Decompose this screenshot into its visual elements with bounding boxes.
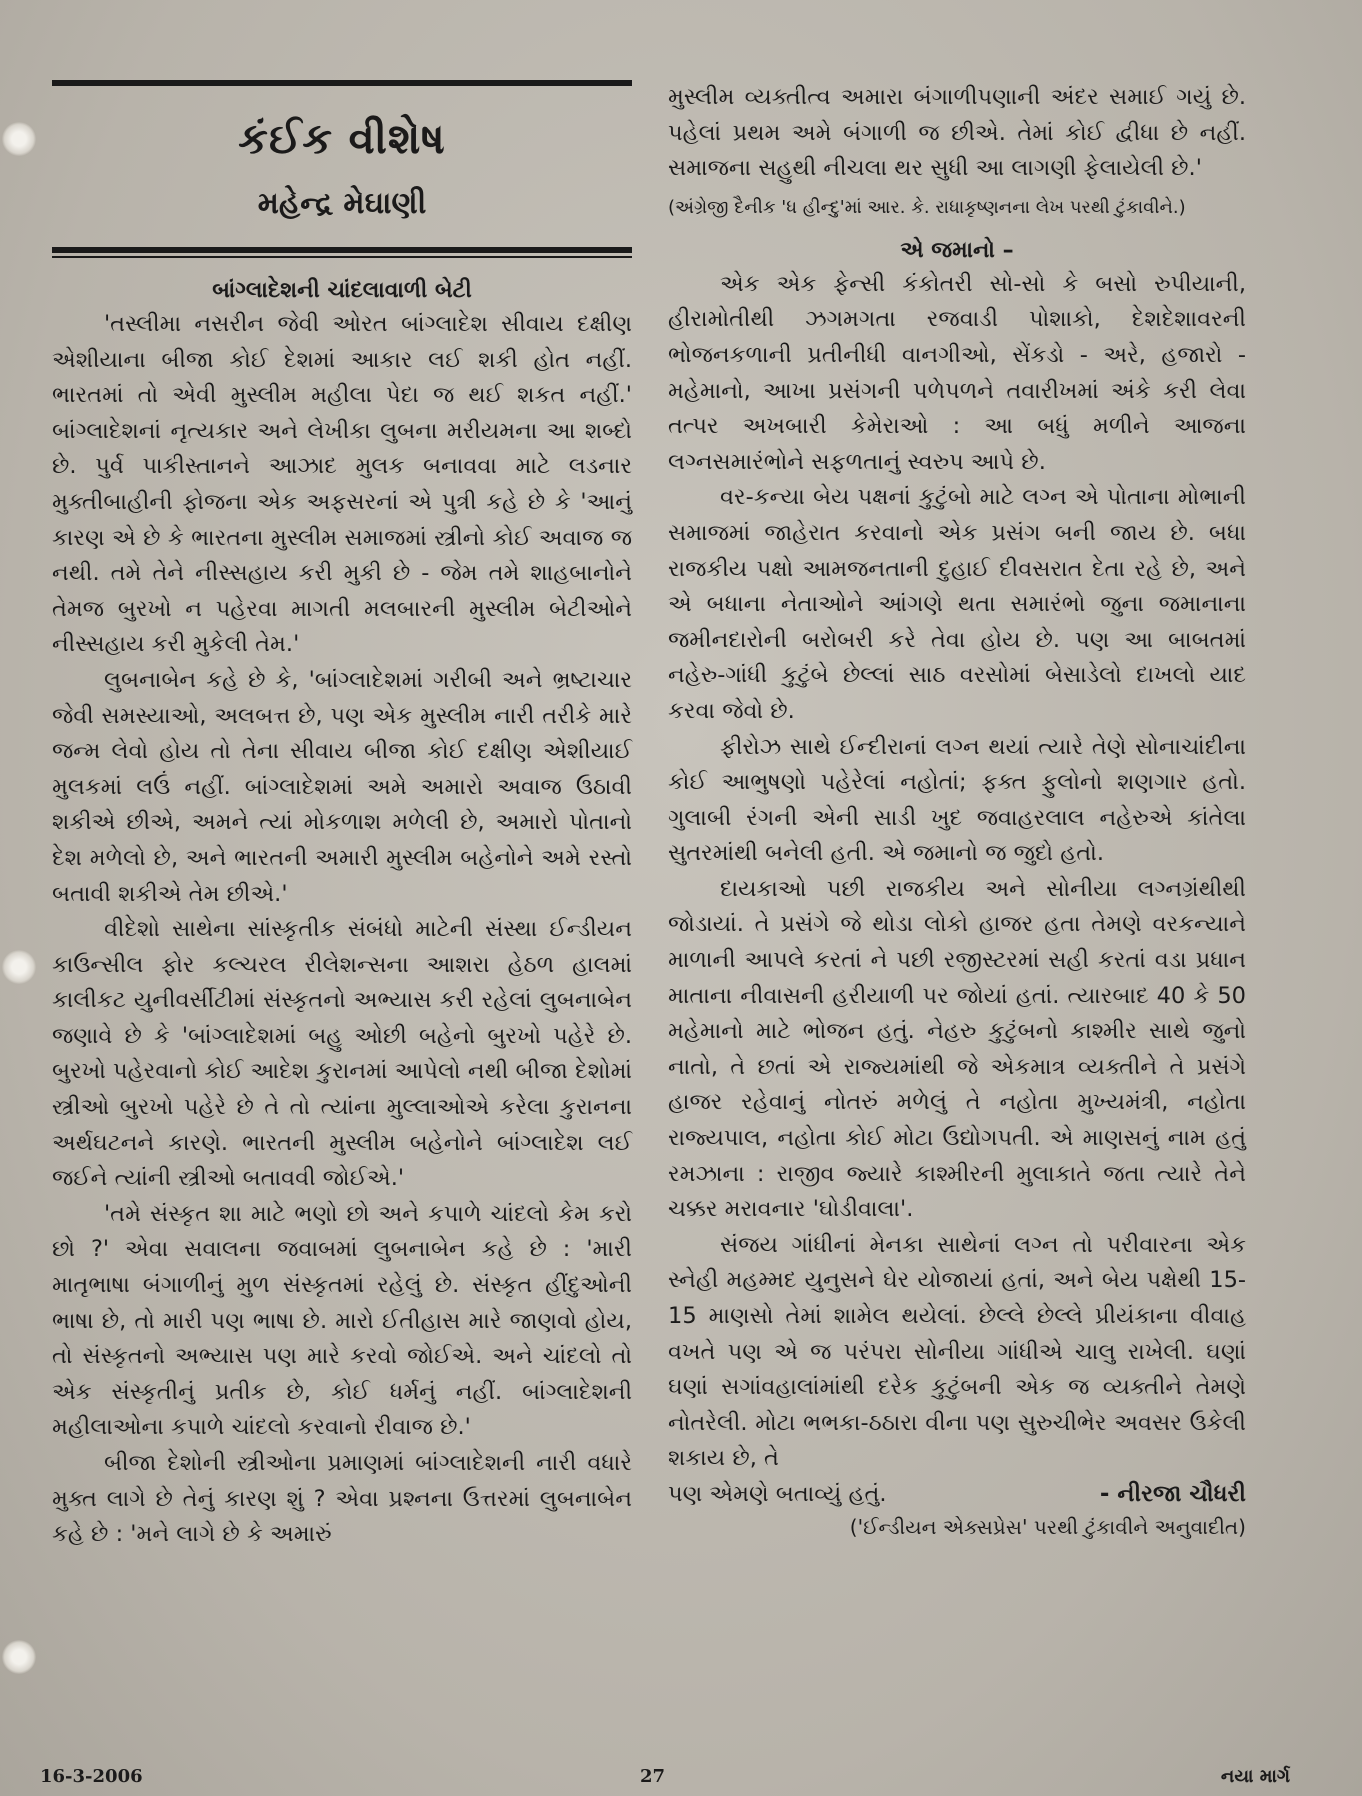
- top-rule: [52, 80, 632, 86]
- punch-hole: [2, 122, 36, 156]
- magazine-name: નયા માર્ગ: [1220, 1766, 1290, 1787]
- title-rule: [52, 247, 632, 258]
- article-paragraph: ફીરોઝ સાથે ઈન્દીરાનાં લગ્ન થયાં ત્યારે તેણે સોનાચાંદીના કોઈ આભુષણો પહેરેલાં નહોતાં; ફક્ત ફુલોનો શણગાર હતો. ગુલાબી રંગની એની સાડી ખુદ જવાહરલાલ નહેરુએ કાંતેલા સુતરમાંથી બનેલી હતી. એ જમાનો જ જુદો હતો.: [668, 733, 1246, 867]
- right-column: [668, 80, 1246, 1541]
- page-footer: [40, 1766, 1290, 1788]
- article-source: (અંગ્રેજી દૈનીક 'ધ હીન્દુ'માં આર. કે. રાધાકૃષ્ણનના લેખ પરથી ટુંકાવીને.): [668, 196, 1186, 218]
- article-paragraph: 'તસ્લીમા નસરીન જેવી ઓરત બાંગ્લાદેશ સીવાય દક્ષીણ એશીયાના બીજા કોઈ દેશમાં આકાર લઈ શકી હોત નહીં. ભારતમાં તો એવી મુસ્લીમ મહીલા પેદા જ થઈ શકત નહીં.' બાંગ્લાદેશનાં નૃત્યકાર અને લેખીકા લુબના મરીયમના આ શબ્દો છે. પુર્વ પાકીસ્તાનને આઝાદ મુલક બનાવવા માટે લડનાર મુક્તીબાહીની ફોજના એક અફસરનાં એ પુત્રી કહે છે કે 'આનું કારણ એ છે કે ભારતના મુસ્લીમ સમાજમાં સ્ત્રીનો કોઈ અવાજ જ નથી. તમે તેને નીસ્સહાય કરી મુકી છે - જેમ તમે શાહબાનોને તેમજ બુરખો ન પહેરવા માગતી મલબારની મુસ્લીમ બેટીઓને નીસ્સહાય કરી મુકેલી તેમ.': [52, 311, 632, 658]
- article-paragraph: વીદેશો સાથેના સાંસ્કૃતીક સંબંધો માટેની સંસ્થા ઈન્ડીયન કાઉન્સીલ ફોર કલ્ચરલ રીલેશન્સના આશરા હેઠળ હાલમાં કાલીકટ યુનીવર્સીટીમાં સંસ્કૃતનો અભ્યાસ કરી રહેલાં લુબનાબેન જણાવે છે કે 'બાંગ્લાદેશમાં બહુ ઓછી બહેનો બુરખો પહેરે છે. બુરખો પહેરવાનો કોઈ આદેશ કુરાનમાં આપેલો નથી બીજા દેશોમાં સ્ત્રીઓ બુરખો પહેરે છે તે તો ત્યાંના મુલ્લાઓએ કરેલા કુરાનના અર્થઘટનને કારણે. ભારતની મુસ્લીમ બહેનોને બાંગ્લાદેશ લઈ જઈને ત્યાંની સ્ત્રીઓ બતાવવી જોઈએ.': [52, 916, 632, 1192]
- article-credit: ('ઈન્ડીયન એક્સપ્રેસ' પરથી ટુંકાવીને અનુવાદીત): [849, 1514, 1246, 1539]
- article-paragraph: 'તમે સંસ્કૃત શા માટે ભણો છો અને કપાળે ચાંદલો કેમ કરો છો ?' એવા સવાલના જવાબમાં લુબનાબેન કહે છે : 'મારી માતૃભાષા બંગાળીનું મુળ સંસ્કૃતમાં રહેલું છે. સંસ્કૃત હીંદુઓની ભાષા છે, તો મારી પણ ભાષા છે. મારો ઈતીહાસ મારે જાણવો હોય, તો સંસ્કૃતનો અભ્યાસ પણ મારે કરવો જોઈએ. અને ચાંદલો તો એક સંસ્કૃતીનું પ્રતીક છે, કોઈ ધર્મનું નહીં. બાંગ્લાદેશની મહીલાઓના કપાળે ચાંદલો કરવાનો રીવાજ છે.': [52, 1200, 632, 1441]
- article-heading: એ જમાનો –: [900, 237, 1014, 263]
- column-author: મહેન્દ્ર મેઘાણી: [257, 186, 427, 221]
- article-paragraph: વર-કન્યા બેય પક્ષનાં કુટુંબો માટે લગ્ન એ પોતાના મોભાની સમાજમાં જાહેરાત કરવાનો એક પ્રસંગ બની જાય છે. બધા રાજકીય પક્ષો આમજનતાની દુહાઈ દીવસરાત દેતા રહે છે, અને એ બધાના નેતાઓને આંગણે થતા સમારંભો જુના જમાનાના જમીનદારોની બરોબરી કરે તેવા હોય છે. પણ આ બાબતમાં નહેરુ-ગાંધી કુટુંબે છેલ્લાં સાઠ વરસોમાં બેસાડેલો દાખલો યાદ કરવા જેવો છે.: [668, 484, 1246, 724]
- article-paragraph: સંજય ગાંધીનાં મેનકા સાથેનાં લગ્ન તો પરીવારના એક સ્નેહી મહમ્મદ યુનુસને ઘેર યોજાયાં હતાં, અને બેય પક્ષેથી 15-15 માણસો તેમાં શામેલ થયેલાં. છેલ્લે છેલ્લે પ્રીયંકાના વીવાહ વખતે પણ એ જ પરંપરા સોનીયા ગાંધીએ ચાલુ રાખેલી. ઘણાં ઘણાં સગાંવહાલાંમાંથી દરેક કુટુંબની એક જ વ્યક્તીને તેમણે નોતરેલી. મોટા ભભકા-ઠઠારા વીના પણ સુરુચીભેર અવસર ઉકેલી શકાય છે, તે: [668, 1231, 1246, 1472]
- article-paragraph: દાયકાઓ પછી રાજકીય અને સોનીયા લગ્નગ્રંથીથી જોડાયાં. તે પ્રસંગે જે થોડા લોકો હાજર હતા તેમણે વરકન્યાને માળાની આપલે કરતાં ને પછી રજીસ્ટરમાં સહી કરતાં વડા પ્રધાન માતાના નીવાસની હરીયાળી પર જોયાં હતાં. ત્યારબાદ 40 કે 50 મહેમાનો માટે ભોજન હતું. નેહરુ કુટુંબનો કાશ્મીર સાથે જુનો નાતો, તે છતાં એ રાજ્યમાંથી જે એકમાત્ર વ્યક્તીને તે પ્રસંગે હાજર રહેવાનું નોતરું મળેલું તે નહોતા મુખ્યમંત્રી, નહોતા રાજ્યપાલ, નહોતા કોઈ મોટા ઉદ્યોગપતી. એ માણસનું નામ હતું રમઝાના : રાજીવ જ્યારે કાશ્મીરની મુલાકાતે જતા ત્યારે તેને ચક્કર મરાવનાર 'ઘોડીવાલા'.: [668, 875, 1246, 1223]
- punch-hole: [2, 950, 36, 984]
- last-line: પણ એમણે બતાવ્યું હતું.: [668, 1480, 887, 1507]
- article-paragraph: એક એક ફેન્સી કંકોતરી સો-સો કે બસો રુપીયાની, હીરામોતીથી ઝગમગતા રજવાડી પોશાકો, દેશદેશાવરની ભોજનકળાની પ્રતીનીધી વાનગીઓ, સેંકડો - અરે, હજારો - મહેમાનો, આખા પ્રસંગની પળેપળને તવારીખમાં અંકે કરી લેવા તત્પર અખબારી કેમેરાઓ : આ બધું મળીને આજના લગ્નસમારંભોને સફળતાનું સ્વરુપ આપે છે.: [668, 270, 1246, 475]
- article-signature: - નીરજા ચૌધરી: [1099, 1480, 1246, 1507]
- punch-hole: [2, 1640, 36, 1674]
- article-continuation: મુસ્લીમ વ્યક્તીત્વ અમારા બંગાળીપણાની અંદર સમાઈ ગયું છે. પહેલાં પ્રથમ અમે બંગાળી જ છીએ. તેમાં કોઈ દ્વીધા છે નહીં. સમાજના સહુથી નીચલા થર સુધી આ લાગણી ફેલાયેલી છે.': [668, 84, 1246, 182]
- article-paragraph: લુબનાબેન કહે છે કે, 'બાંગ્લાદેશમાં ગરીબી અને ભ્રષ્ટાચાર જેવી સમસ્યાઓ, અલબત્ત છે, પણ એક મુસ્લીમ નારી તરીકે મારે જન્મ લેવો હોય તો તેના સીવાય બીજા કોઈ દક્ષીણ એશીયાઈ મુલકમાં લઉં નહીં. બાંગ્લાદેશમાં અમે અમારો અવાજ ઉઠાવી શકીએ છીએ, અમને ત્યાં મોકળાશ મળેલી છે, અમારો પોતાનો દેશ મળેલો છે, અને ભારતની અમારી મુસ્લીમ બહેનોને અમે રસ્તો બતાવી શકીએ તેમ છીએ.': [52, 666, 632, 907]
- article-heading: બાંગ્લાદેશની ચાંદલાવાળી બેટી: [212, 278, 472, 303]
- article-paragraph: બીજા દેશોની સ્ત્રીઓના પ્રમાણમાં બાંગ્લાદેશની નારી વધારે મુક્ત લાગે છે તેનું કારણ શું ? એવા પ્રશ્નના ઉત્તરમાં લુબનાબેન કહે છે : 'મને લાગે છે કે અમારું: [52, 1450, 632, 1548]
- issue-date: 16-3-2006: [40, 1766, 143, 1787]
- closing-line: [668, 1477, 1246, 1513]
- page-number: 27: [640, 1766, 666, 1787]
- column-title: કંઈક વીશેષ: [238, 114, 446, 163]
- left-column: [52, 80, 632, 1553]
